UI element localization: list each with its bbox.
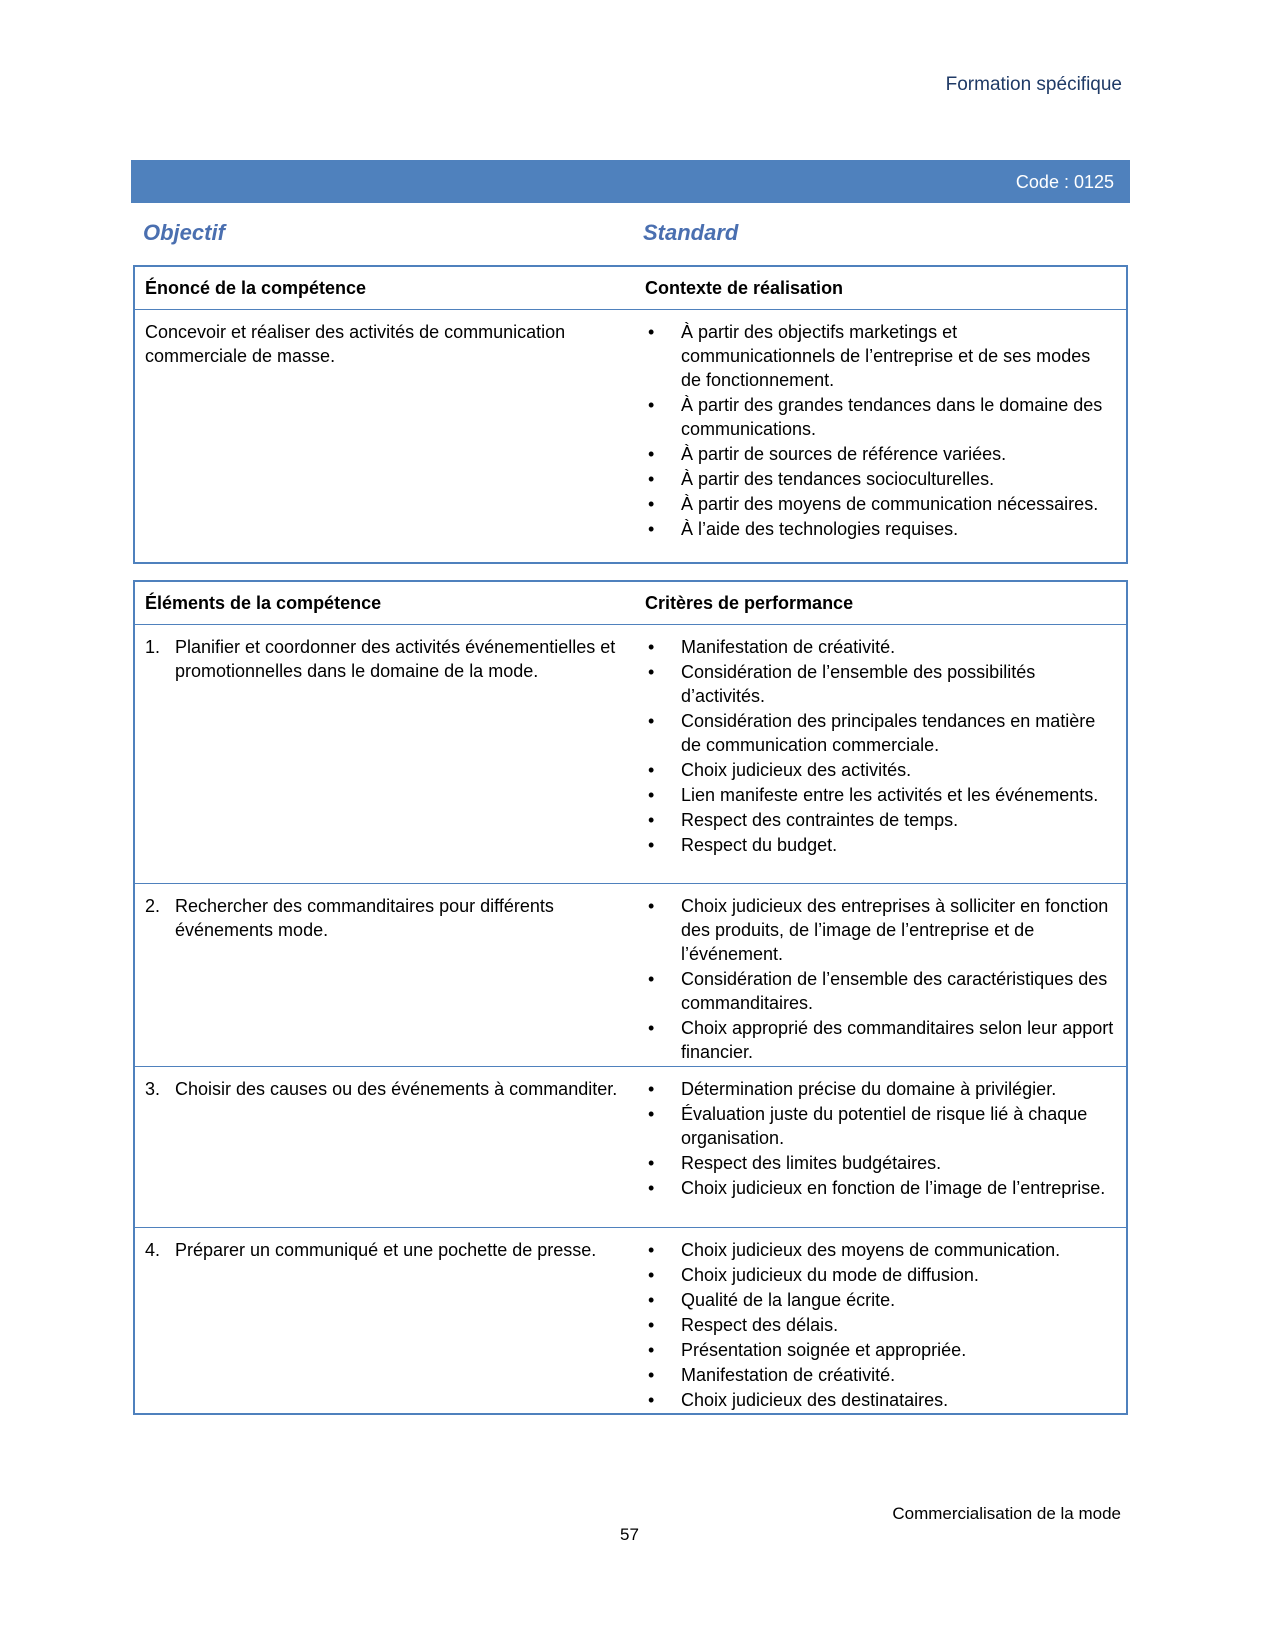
criteria-item: • Choix judicieux du mode de diffusion. <box>645 1263 1115 1287</box>
elements-rows <box>135 625 1126 1410</box>
element-number: 4. <box>145 1240 161 1260</box>
criteria-item: • Considération des principales tendances en matière de communication commerciale. <box>645 709 1115 757</box>
element-number: 3. <box>145 1079 161 1099</box>
code-bar <box>131 160 1130 203</box>
criteria-item: • Manifestation de créativité. <box>645 635 1115 659</box>
footer-program: Commercialisation de la mode <box>892 1504 1121 1523</box>
criteria-cell <box>645 635 1115 858</box>
criteria-cell <box>645 1077 1115 1201</box>
criteria-item: • Choix approprié des commanditaires selon leur apport financier. <box>645 1016 1115 1064</box>
criteria-item: • Considération de l’ensemble des possibilités d’activités. <box>645 660 1115 708</box>
contexte-item: • À partir de sources de référence variées. <box>645 442 1115 466</box>
criteria-item: • Respect du budget. <box>645 833 1115 857</box>
criteria-item: • Choix judicieux des activités. <box>645 758 1115 782</box>
criteria-cell <box>645 1238 1115 1413</box>
elements-table-header <box>135 582 1126 625</box>
element-text: Planifier et coordonner des activités événementielles et promotionnelles dans le domaine de la mode. <box>175 637 616 681</box>
page-number: 57 <box>620 1525 639 1544</box>
section-title: Formation spécifique <box>945 74 1122 95</box>
criteria-list <box>645 894 1115 1064</box>
contexte-item: • À partir des objectifs marketings et communicationnels de l’entreprise et de ses modes de fonctionnement. <box>645 320 1115 392</box>
contexte-item: • À partir des moyens de communication nécessaires. <box>645 492 1115 516</box>
contexte-item: • À partir des tendances socioculturelles. <box>645 467 1115 491</box>
criteria-item: • Considération de l’ensemble des caractéristiques des commanditaires. <box>645 967 1115 1015</box>
criteria-item: • Choix judicieux en fonction de l’image de l’entreprise. <box>645 1176 1115 1200</box>
element-row <box>135 884 1126 1067</box>
element-cell <box>145 1238 625 1262</box>
criteria-item: • Qualité de la langue écrite. <box>645 1288 1115 1312</box>
contexte-title: Contexte de réalisation <box>645 278 844 298</box>
element-text: Rechercher des commanditaires pour différents événements mode. <box>175 896 554 940</box>
criteria-item: • Respect des délais. <box>645 1313 1115 1337</box>
criteria-item: • Évaluation juste du potentiel de risque lié à chaque organisation. <box>645 1102 1115 1150</box>
element-number: 2. <box>145 896 161 916</box>
criteria-cell <box>645 894 1115 1065</box>
elements-title: Éléments de la compétence <box>145 593 382 613</box>
contexte-item: • À partir des grandes tendances dans le domaine des communications. <box>645 393 1115 441</box>
element-text: Choisir des causes ou des événements à commanditer. <box>175 1079 618 1099</box>
criteres-title: Critères de performance <box>645 593 854 613</box>
criteria-item: • Choix judicieux des moyens de communication. <box>645 1238 1115 1262</box>
criteria-item: • Détermination précise du domaine à privilégier. <box>645 1077 1115 1101</box>
standard-heading: Standard <box>643 220 739 245</box>
criteria-item: • Respect des limites budgétaires. <box>645 1151 1115 1175</box>
objectif-heading: Objectif <box>143 220 225 245</box>
element-row <box>135 625 1126 884</box>
criteria-list <box>645 1077 1115 1200</box>
contexte-list <box>645 320 1115 541</box>
element-cell <box>145 894 625 942</box>
contexte-item: • À l’aide des technologies requises. <box>645 517 1115 541</box>
element-row <box>135 1228 1126 1410</box>
element-row <box>135 1067 1126 1228</box>
competency-code: Code : 0125 <box>1015 172 1114 192</box>
criteria-item: • Respect des contraintes de temps. <box>645 808 1115 832</box>
enonce-title: Énoncé de la compétence <box>145 278 367 298</box>
criteria-item: • Lien manifeste entre les activités et les événements. <box>645 783 1115 807</box>
contexte-list-container <box>645 320 1115 542</box>
competence-table <box>133 265 1128 564</box>
element-text: Préparer un communiqué et une pochette de presse. <box>175 1240 597 1260</box>
competence-table-header <box>135 267 1126 310</box>
element-cell <box>145 1077 625 1101</box>
criteria-item: • Choix judicieux des entreprises à solliciter en fonction des produits, de l’image de l’entreprise et de l’événement. <box>645 894 1115 966</box>
element-number: 1. <box>145 637 161 657</box>
criteria-list <box>645 1238 1115 1412</box>
criteria-item: • Présentation soignée et appropriée. <box>645 1338 1115 1362</box>
enonce-text: Concevoir et réaliser des activités de communication commerciale de masse. <box>145 322 566 366</box>
element-cell <box>145 635 625 683</box>
elements-table <box>133 580 1128 1415</box>
criteria-item: • Manifestation de créativité. <box>645 1363 1115 1387</box>
criteria-list <box>645 635 1115 857</box>
criteria-item: • Choix judicieux des destinataires. <box>645 1388 1115 1412</box>
